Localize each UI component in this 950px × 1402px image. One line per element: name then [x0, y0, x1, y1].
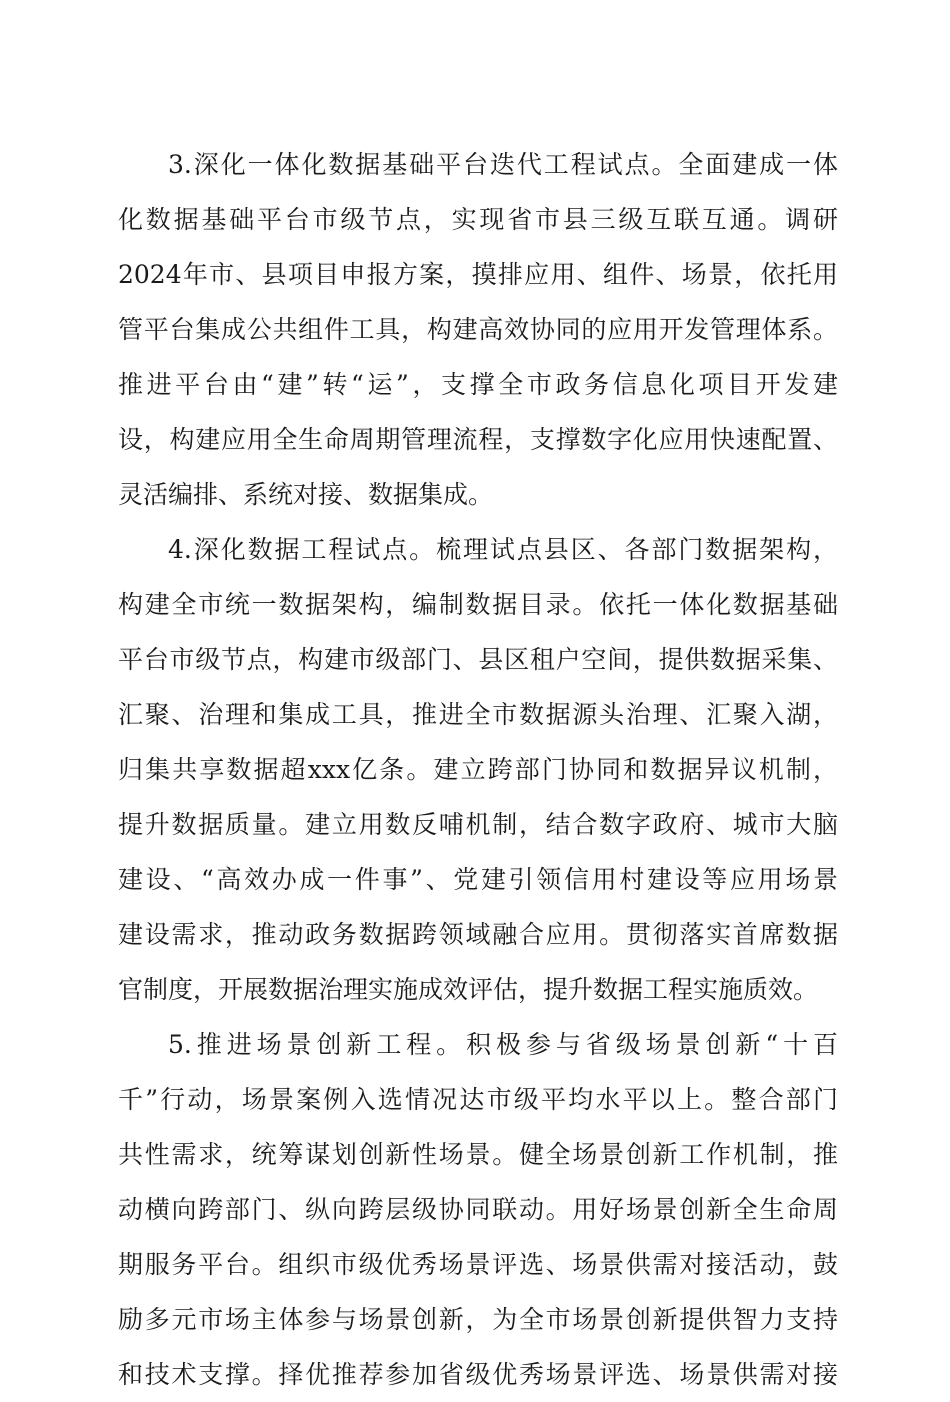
paragraph-line: 归集共享数据超xxx亿条。建立跨部门协同和数据异议机制，: [118, 755, 838, 784]
paragraph-3: [118, 137, 838, 522]
paragraph-line: 和技术支撑。择优推荐参加省级优秀场景评选、场景供需对接: [118, 1360, 838, 1389]
paragraph-line: 汇聚、治理和集成工具，推进全市数据源头治理、汇聚入湖，: [118, 700, 838, 729]
paragraph-line: 期服务平台。组织市级优秀场景评选、场景供需对接活动，鼓: [118, 1250, 838, 1279]
paragraph-line: 平台市级节点，构建市级部门、县区租户空间，提供数据采集、: [118, 645, 838, 674]
paragraph-line: 官制度，开展数据治理实施成效评估，提升数据工程实施质效。: [118, 975, 819, 1004]
paragraph-line: 灵活编排、系统对接、数据集成。: [118, 480, 494, 509]
paragraph-4: [118, 522, 838, 1017]
paragraph-line: 化数据基础平台市级节点，实现省市县三级互联互通。调研: [118, 205, 838, 234]
body-text: [118, 137, 838, 1402]
paragraph-line: 管平台集成公共组件工具，构建高效协同的应用开发管理体系。: [118, 315, 838, 344]
paragraph-line: 设，构建应用全生命周期管理流程，支撑数字化应用快速配置、: [118, 425, 838, 454]
paragraph-5: [118, 1017, 838, 1402]
paragraph-line: 千”行动，场景案例入选情况达市级平均水平以上。整合部门: [118, 1085, 838, 1114]
paragraph-line: 4.深化数据工程试点。梳理试点县区、各部门数据架构，: [168, 535, 838, 564]
paragraph-line: 推进平台由“建”转“运”，支撑全市政务信息化项目开发建: [118, 370, 838, 399]
paragraph-line: 3.深化一体化数据基础平台迭代工程试点。全面建成一体: [168, 150, 838, 179]
paragraph-line: 动横向跨部门、纵向跨层级协同联动。用好场景创新全生命周: [118, 1195, 838, 1224]
paragraph-line: 共性需求，统筹谋划创新性场景。健全场景创新工作机制，推: [118, 1140, 838, 1169]
paragraph-line: 5.推进场景创新工程。积极参与省级场景创新“十百: [168, 1030, 838, 1059]
paragraph-line: 励多元市场主体参与场景创新，为全市场景创新提供智力支持: [118, 1305, 838, 1334]
paragraph-line: 构建全市统一数据架构，编制数据目录。依托一体化数据基础: [118, 590, 838, 619]
paragraph-line: 提升数据质量。建立用数反哺机制，结合数字政府、城市大脑: [118, 810, 838, 839]
paragraph-line: 建设、“高效办成一件事”、党建引领信用村建设等应用场景: [118, 865, 838, 894]
paragraph-line: 2024年市、县项目申报方案，摸排应用、组件、场景，依托用: [118, 260, 838, 289]
paragraph-line: 建设需求，推动政务数据跨领域融合应用。贯彻落实首席数据: [118, 920, 838, 949]
